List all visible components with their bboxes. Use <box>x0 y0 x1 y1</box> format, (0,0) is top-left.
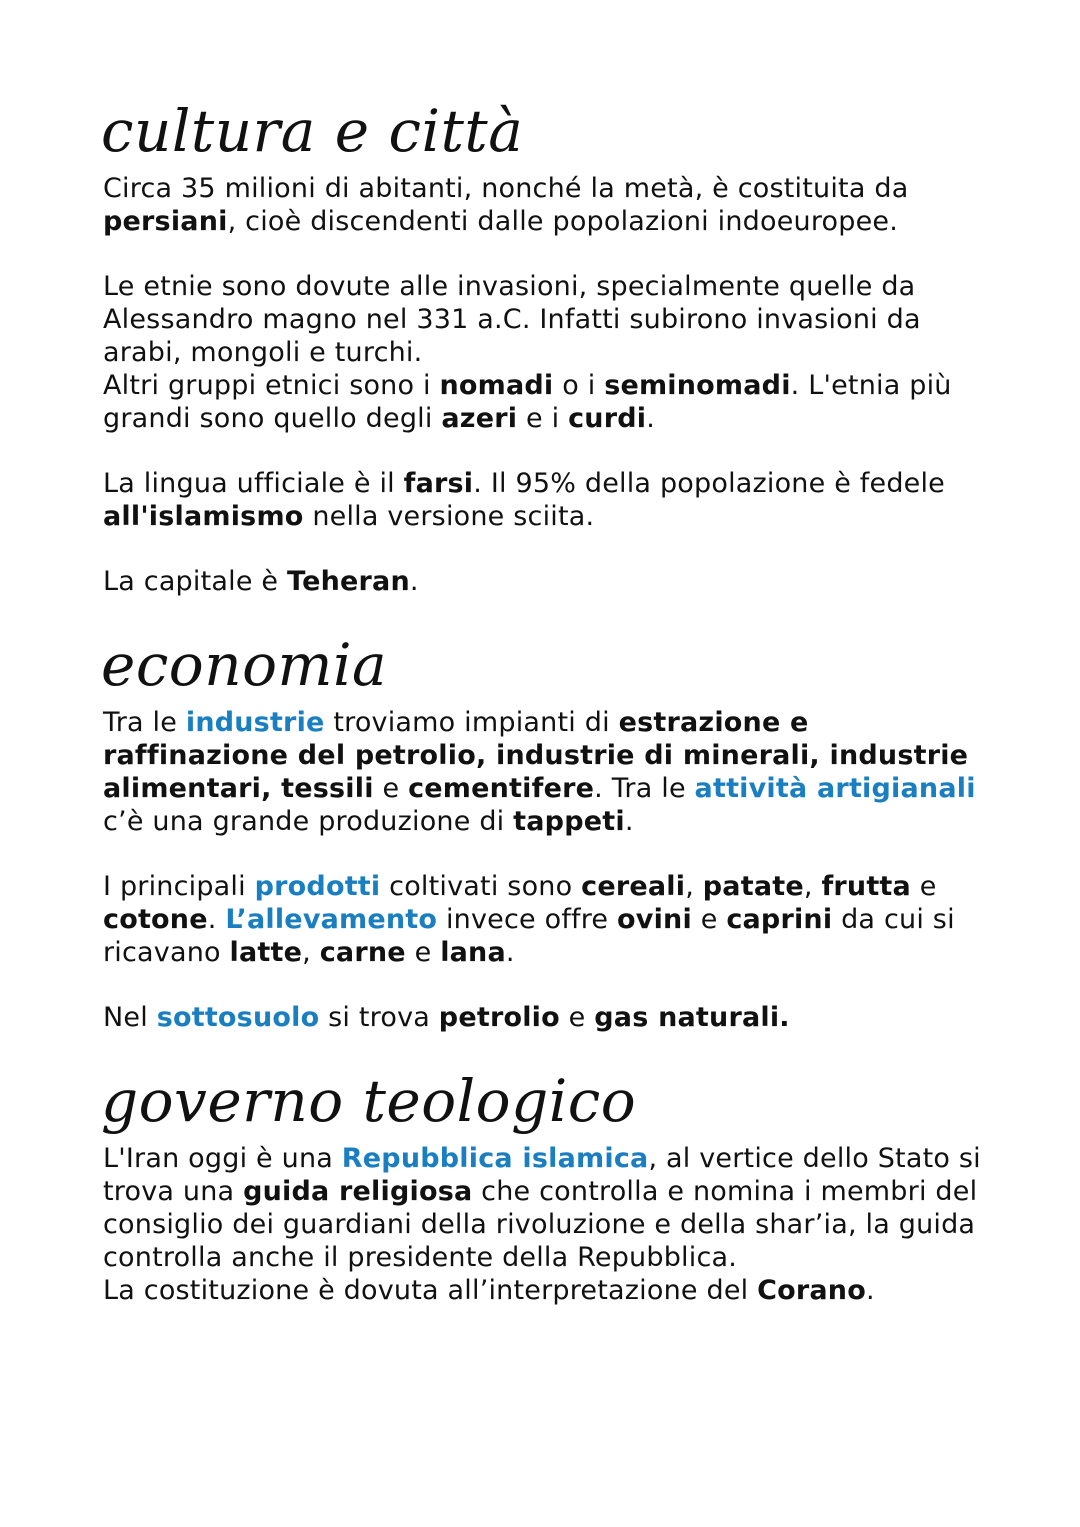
text-run: Nel <box>103 1002 157 1033</box>
text-run: L'Iran oggi è una <box>103 1143 342 1174</box>
text-run: . L'etnia più grandi sono quello degli <box>103 370 952 434</box>
text-run: . <box>646 403 655 434</box>
bold-term: Corano <box>757 1275 866 1306</box>
bold-term: carne <box>319 937 406 968</box>
bold-term: farsi <box>403 468 474 499</box>
bold-term: tappeti <box>513 806 625 837</box>
text-run: invece offre <box>437 904 618 935</box>
text-run: da cui si ricavano <box>103 904 955 968</box>
bold-term: cereali <box>581 871 686 902</box>
bold-term: patate <box>702 871 804 902</box>
text-run: si trova <box>319 1002 439 1033</box>
paragraph <box>103 270 1003 369</box>
text-run: , cioè discendenti dalle popolazioni indoeuropee. <box>227 206 899 237</box>
bold-term: azeri <box>441 403 518 434</box>
paragraph <box>103 172 1003 238</box>
text-run: . <box>624 806 634 837</box>
bold-term: cementifere <box>408 773 595 804</box>
bold-term: ovini <box>617 904 692 935</box>
highlight-term: attività artigianali <box>694 773 976 804</box>
text-run: e <box>691 904 727 935</box>
highlight-term: Repubblica islamica <box>341 1143 649 1174</box>
text-run: , <box>803 871 822 902</box>
paragraph <box>103 369 1003 435</box>
paragraph <box>103 1001 1003 1034</box>
section-title: cultura e città <box>101 97 524 165</box>
text-run: Altri gruppi etnici sono i <box>103 370 440 401</box>
section-title: economia <box>101 631 388 699</box>
paragraph <box>103 467 1003 533</box>
section-title: governo teologico <box>101 1067 637 1135</box>
text-run: c’è una grande produzione di <box>103 806 514 837</box>
text-run: nella versione sciita. <box>303 501 595 532</box>
section-economia <box>103 630 1003 1034</box>
bold-term: nomadi <box>439 370 554 401</box>
text-run: e <box>405 937 441 968</box>
text-run: e <box>373 773 409 804</box>
text-run: La capitale è <box>103 566 288 597</box>
text-run: che controlla e nomina i membri del consiglio dei guardiani della rivoluzione e della shar’ia, la guida controlla anche il presidente della Repubblica. <box>103 1176 978 1273</box>
highlight-term: L’allevamento <box>225 904 438 935</box>
bold-term: latte <box>229 937 303 968</box>
text-run: e i <box>517 403 569 434</box>
text-run: . Il 95% della popolazione è fedele <box>473 468 945 499</box>
highlight-term: industrie <box>185 707 325 738</box>
bold-term: caprini <box>726 904 833 935</box>
text-run: Circa 35 milioni di abitanti, nonché la metà, è costituita da <box>103 173 909 204</box>
text-run: . <box>207 904 226 935</box>
highlight-term: prodotti <box>254 871 381 902</box>
text-run: . <box>409 566 419 597</box>
bold-term: gas naturali. <box>594 1002 790 1033</box>
text-run: . <box>505 937 515 968</box>
text-run: , <box>685 871 703 902</box>
paragraph <box>103 1142 1003 1274</box>
paragraph <box>103 1274 1003 1307</box>
section-governo <box>103 1066 1003 1307</box>
bold-term: curdi <box>568 403 647 434</box>
bold-term: petrolio <box>438 1002 560 1033</box>
text-run: La costituzione è dovuta all’interpretazione del <box>103 1275 758 1306</box>
text-run: . Tra le <box>594 773 695 804</box>
text-run: troviamo impianti di <box>324 707 619 738</box>
text-run: La lingua ufficiale è il <box>103 468 404 499</box>
bold-term: Teheran <box>287 566 410 597</box>
text-run: e <box>910 871 937 902</box>
text-run: . <box>865 1275 875 1306</box>
bold-term: seminomadi <box>604 370 791 401</box>
paragraph <box>103 706 1003 838</box>
bold-term: lana <box>440 937 506 968</box>
bold-term: cotone <box>103 904 208 935</box>
section-cultura <box>103 96 1003 598</box>
text-run: Le etnie sono dovute alle invasioni, specialmente quelle da Alessandro magno nel 331 a.C. Infatti subirono invasioni da arabi, mongoli e turchi. <box>103 271 921 368</box>
document-page <box>103 96 1003 1339</box>
highlight-term: sottosuolo <box>156 1002 320 1033</box>
paragraph <box>103 565 1003 598</box>
text-run: coltivati sono <box>380 871 582 902</box>
bold-term: estrazione e raffinazione del petrolio, industrie di minerali, industrie alimentari, tessili <box>103 707 969 804</box>
bold-term: all'islamismo <box>103 501 304 532</box>
text-run: , al vertice dello Stato si trova una <box>103 1143 981 1207</box>
text-run: I principali <box>103 871 255 902</box>
bold-term: frutta <box>821 871 911 902</box>
bold-term: persiani <box>103 206 228 237</box>
text-run: , <box>302 937 320 968</box>
text-run: o i <box>553 370 605 401</box>
paragraph <box>103 870 1003 969</box>
text-run: e <box>559 1002 595 1033</box>
bold-term: guida religiosa <box>243 1176 473 1207</box>
text-run: Tra le <box>103 707 186 738</box>
